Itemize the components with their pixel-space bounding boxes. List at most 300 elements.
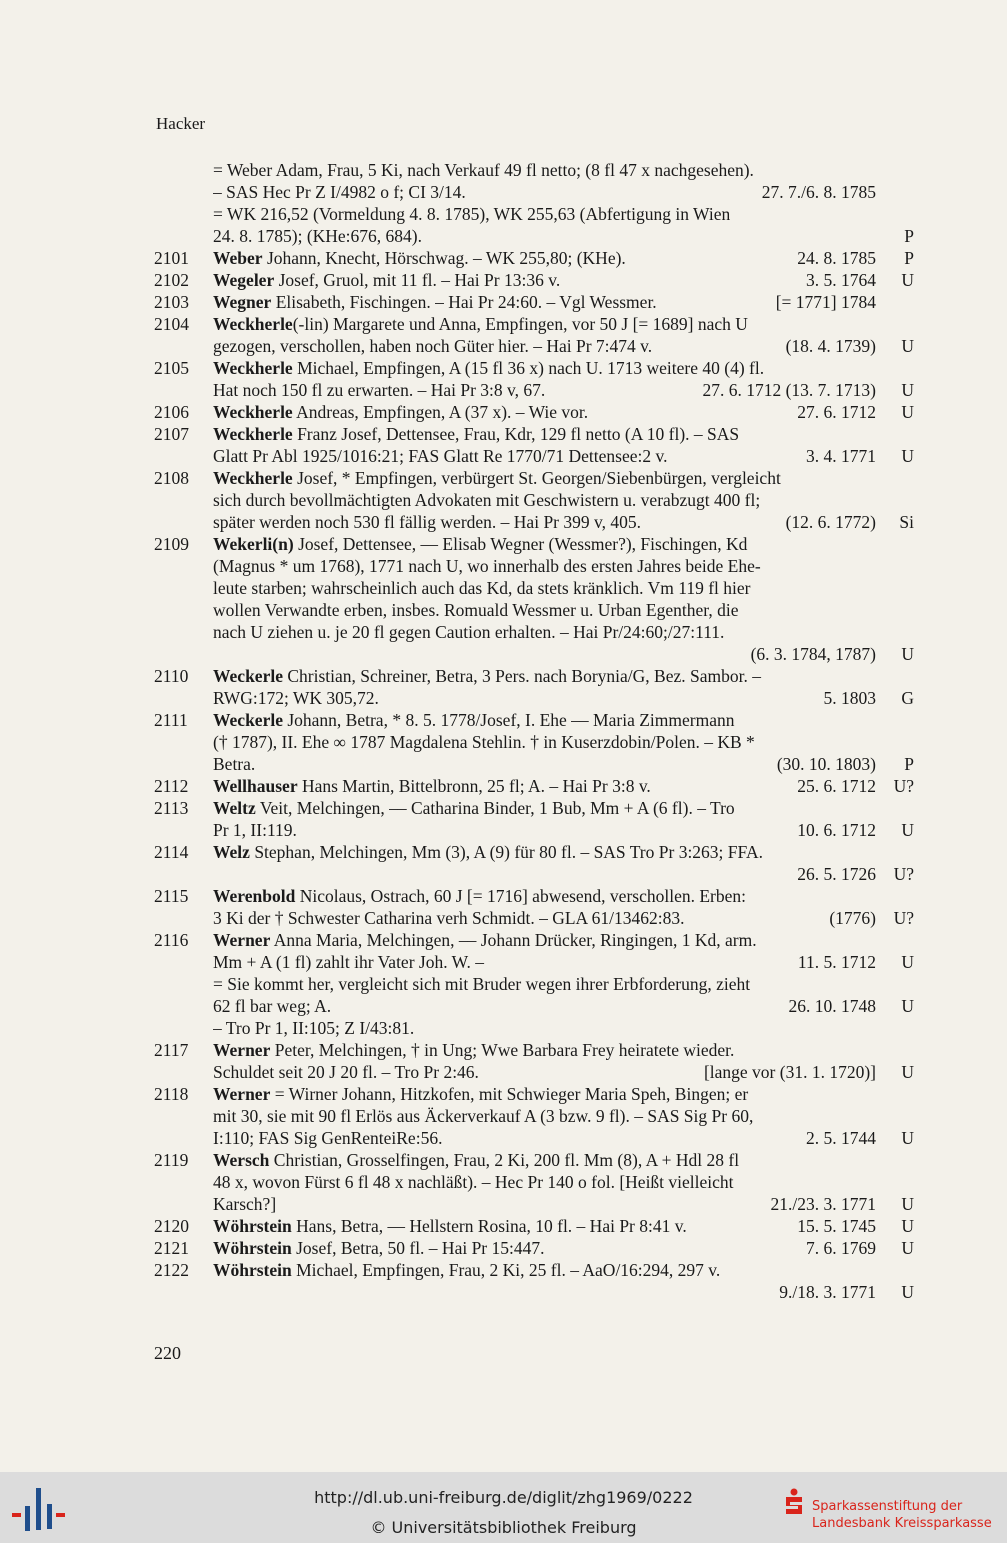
entry-details: I:110; FAS Sig GenRenteiRe:56.	[213, 1128, 443, 1148]
entry-line	[213, 401, 914, 423]
entry-number: 2111	[154, 710, 188, 730]
entry-number: 2105	[154, 358, 189, 378]
entry-surname: Weckherle	[213, 402, 293, 422]
entry-text	[213, 951, 794, 973]
destination-code: U	[901, 1062, 914, 1082]
entry-line	[213, 225, 914, 247]
entry-surname: Weckherle	[213, 468, 293, 488]
entry-text	[213, 489, 872, 511]
entry-details: 3 Ki der † Schwester Catharina verh Schmidt. – GLA 61/13462:83.	[213, 908, 685, 928]
entry-date: (1776)	[829, 908, 876, 928]
entry-line	[213, 489, 914, 511]
entry-text	[213, 929, 872, 951]
entry-text	[213, 1105, 872, 1127]
entry-line	[213, 335, 914, 357]
destination-code	[876, 841, 914, 863]
entry-details: Pr 1, II:119.	[213, 820, 297, 840]
entry-text	[213, 621, 872, 643]
destination-code: P	[904, 754, 914, 774]
entry	[154, 423, 914, 467]
entry-line	[213, 181, 914, 203]
entry-text	[213, 401, 793, 423]
entry-surname: Werenbold	[213, 886, 296, 906]
permalink-url[interactable]: http://dl.ub.uni-freiburg.de/diglit/zhg1969/0222	[314, 1488, 693, 1507]
destination-code: G	[901, 688, 914, 708]
entry-line	[213, 599, 914, 621]
entry-text	[213, 467, 872, 489]
copyright-notice: © Universitätsbibliothek Freiburg	[370, 1518, 637, 1537]
entry-line	[213, 1237, 914, 1259]
entry-date: 27. 6. 1712 (13. 7. 1713)	[702, 380, 876, 400]
entry	[154, 1149, 914, 1215]
entry-text	[213, 687, 820, 709]
entry-line	[213, 313, 914, 335]
entry-line	[213, 1105, 914, 1127]
entry-text	[213, 995, 785, 1017]
entry-text	[213, 1171, 872, 1193]
entry-text	[213, 841, 872, 863]
entry-body	[213, 665, 914, 709]
entry-line	[213, 973, 914, 995]
entry-surname: Weckherle	[213, 314, 293, 334]
entry-details: Josef, Dettensee, –– Elisab Wegner (Wessmer?), Fischingen, Kd	[293, 534, 748, 554]
entry-text	[213, 357, 872, 379]
entry-line	[213, 995, 914, 1017]
entry-surname: Wegner	[213, 292, 272, 312]
entry-details: – Tro Pr 1, II:105; Z I/43:81.	[213, 1018, 415, 1038]
entry-number: 2104	[154, 314, 189, 334]
destination-code	[876, 1083, 914, 1105]
entry-text	[213, 1039, 872, 1061]
entry-details: 62 fl bar weg; A.	[213, 996, 332, 1016]
destination-code	[876, 577, 914, 599]
entry-text	[213, 599, 872, 621]
entry-number: 2108	[154, 468, 189, 488]
destination-code: U	[901, 1238, 914, 1258]
entry-surname: Weckherle	[213, 424, 293, 444]
entry-line	[213, 1149, 914, 1171]
destination-code	[876, 313, 914, 335]
entry-text	[213, 203, 872, 225]
entry-line	[213, 247, 914, 269]
entry-line	[213, 731, 914, 753]
entry-surname: Wekerli(n)	[213, 534, 294, 554]
entry-date: (18. 4. 1739)	[785, 336, 876, 356]
entry-number: 2102	[154, 270, 189, 290]
entry-number: 2103	[154, 292, 189, 312]
entry-date: 3. 4. 1771	[806, 446, 876, 466]
sponsor-logo[interactable]	[782, 1486, 1007, 1532]
entry-body	[213, 247, 914, 269]
entry-line	[213, 665, 914, 687]
entry-number: 2101	[154, 248, 189, 268]
entry-details: RWG:172; WK 305,72.	[213, 688, 379, 708]
entry-line	[213, 1017, 914, 1039]
destination-code	[876, 1017, 914, 1039]
entry-text	[213, 379, 698, 401]
destination-code: U?	[893, 864, 914, 884]
running-head: Hacker	[156, 114, 206, 133]
entry-line	[213, 863, 914, 885]
entry-number: 2106	[154, 402, 189, 422]
entry-date: 27. 7./6. 8. 1785	[761, 182, 876, 202]
entry-details: = WK 216,52 (Vormeldung 4. 8. 1785), WK 255,63 (Abfertigung in Wien	[213, 204, 731, 224]
entry-text	[213, 445, 802, 467]
entry-details: = Weber Adam, Frau, 5 Ki, nach Verkauf 49 fl netto; (8 fl 47 x nachgesehen).	[213, 160, 754, 180]
entry-text	[213, 775, 793, 797]
entry-body	[213, 1259, 914, 1303]
entry-line	[213, 907, 914, 929]
entry-details: Hans Martin, Bittelbronn, 25 fl; A. – Hai Pr 3:8 v.	[297, 776, 651, 796]
entry-date: 9./18. 3. 1771	[779, 1282, 876, 1302]
entry-body	[213, 1083, 914, 1149]
entry-date: 26. 10. 1748	[788, 996, 876, 1016]
entry-text	[213, 731, 872, 753]
entry-line	[213, 687, 914, 709]
entry-body	[213, 533, 914, 665]
entry-date: 21./23. 3. 1771	[770, 1194, 876, 1214]
destination-code	[876, 467, 914, 489]
destination-code	[876, 489, 914, 511]
entry-date: (6. 3. 1784, 1787)	[750, 644, 876, 664]
entry-body	[213, 1149, 914, 1215]
entry-line	[213, 621, 914, 643]
entry-details: Peter, Melchingen, † in Ung; Wwe Barbara Frey heiratete wieder.	[270, 1040, 735, 1060]
entry-text	[213, 269, 802, 291]
entry-surname: Weckherle	[213, 358, 293, 378]
entry-body	[213, 709, 914, 775]
entry-list	[154, 159, 914, 1303]
entry-line	[213, 1061, 914, 1083]
entry-details: Michael, Empfingen, Frau, 2 Ki, 25 fl. – AaO/16:294, 297 v.	[291, 1260, 721, 1280]
entry-body	[213, 797, 914, 841]
entry-body	[213, 1039, 914, 1083]
entry-line	[213, 1127, 914, 1149]
entry	[154, 797, 914, 841]
entry-text	[213, 973, 872, 995]
entry-line	[213, 929, 914, 951]
entry-details: Franz Josef, Dettensee, Frau, Kdr, 129 fl netto (A 10 fl). – SAS	[292, 424, 740, 444]
destination-code	[876, 665, 914, 687]
entry-number	[154, 159, 213, 247]
entry-date: 15. 5. 1745	[797, 1216, 876, 1236]
destination-code	[876, 159, 914, 181]
entry-line	[213, 379, 914, 401]
destination-code: U	[901, 270, 914, 290]
destination-code	[876, 357, 914, 379]
entry-number: 2118	[154, 1084, 189, 1104]
entry-number: 2110	[154, 666, 189, 686]
entry-surname: Welz	[213, 842, 250, 862]
destination-code	[876, 929, 914, 951]
entry-text	[213, 291, 772, 313]
destination-code	[876, 885, 914, 907]
entry-line	[213, 533, 914, 555]
entry-details: Michael, Empfingen, A (15 fl 36 x) nach U. 1713 weitere 40 (4) fl.	[292, 358, 765, 378]
entry-details: Mm + A (1 fl) zahlt ihr Vater Joh. W. –	[213, 952, 485, 972]
entry-date: 2. 5. 1744	[806, 1128, 876, 1148]
entry-line	[213, 819, 914, 841]
entry-date: 27. 6. 1712	[797, 402, 876, 422]
entry-line	[213, 841, 914, 863]
destination-code	[876, 555, 914, 577]
destination-code	[876, 709, 914, 731]
entry-line	[213, 1083, 914, 1105]
entry	[154, 1215, 914, 1237]
entry-details: Hat noch 150 fl zu erwarten. – Hai Pr 3:8 v, 67.	[213, 380, 546, 400]
entry-details: Josef, Gruol, mit 11 fl. – Hai Pr 13:36 v.	[274, 270, 561, 290]
destination-code: P	[904, 248, 914, 268]
entry-number: 2122	[154, 1260, 189, 1280]
viewer-footer	[0, 1472, 1007, 1543]
entry-body	[213, 313, 914, 357]
entry-line	[213, 1281, 914, 1303]
entry-number: 2114	[154, 842, 189, 862]
entry	[154, 709, 914, 775]
entry-date: 3. 5. 1764	[806, 270, 876, 290]
entry-details: = Wirner Johann, Hitzkofen, mit Schwieger Maria Speh, Bingen; er	[270, 1084, 749, 1104]
entry-text	[213, 181, 758, 203]
entry	[154, 467, 914, 533]
entry-line	[213, 577, 914, 599]
entry-details: leute starben; wahrscheinlich auch das Kd, da stets kränklich. Vm 119 fl hier	[213, 578, 751, 598]
destination-code: U	[901, 402, 914, 422]
entry-text	[213, 907, 825, 929]
entry-surname: Werner	[213, 1084, 271, 1104]
destination-code: U	[901, 1128, 914, 1148]
destination-code: U	[901, 1282, 914, 1302]
sponsor-line-2: Landesbank Kreissparkasse	[812, 1516, 992, 1531]
entry-details: 24. 8. 1785); (KHe:676, 684).	[213, 226, 423, 246]
entry	[154, 885, 914, 929]
entry-line	[213, 555, 914, 577]
entry-details: Hans, Betra, –– Hellstern Rosina, 10 fl. – Hai Pr 8:41 v.	[291, 1216, 687, 1236]
entry-surname: Wöhrstein	[213, 1216, 292, 1236]
destination-code	[876, 797, 914, 819]
destination-code	[876, 533, 914, 555]
entry-text	[213, 665, 872, 687]
entry-date: 7. 6. 1769	[806, 1238, 876, 1258]
entry-number: 2109	[154, 534, 189, 554]
entry-details: (-lin) Margarete und Anna, Empfingen, vor 50 J [= 1689] nach U	[292, 314, 748, 334]
entry-details: später werden noch 530 fl fällig werden. – Hai Pr 399 v, 405.	[213, 512, 641, 532]
destination-code	[876, 1105, 914, 1127]
entry-date: [lange vor (31. 1. 1720)]	[703, 1062, 876, 1082]
entry-details: Josef, * Empfingen, verbürgert St. Georgen/Siebenbürgen, vergleicht	[292, 468, 781, 488]
entry-text	[213, 247, 793, 269]
entry-details: Johann, Betra, * 8. 5. 1778/Josef, I. Ehe –– Maria Zimmermann	[282, 710, 735, 730]
destination-code	[876, 291, 914, 313]
entry-details: Glatt Pr Abl 1925/1016:21; FAS Glatt Re 1770/71 Dettensee:2 v.	[213, 446, 668, 466]
entry-text	[213, 511, 782, 533]
destination-code: U	[901, 1216, 914, 1236]
entry-body	[213, 467, 914, 533]
entry-line	[213, 291, 914, 313]
entry	[154, 159, 914, 247]
entry-text	[213, 753, 773, 775]
entry-line	[213, 709, 914, 731]
entry-text	[213, 643, 747, 665]
entry-details: 48 x, wovon Fürst 6 fl 48 x nachläßt). – Hec Pr 140 o fol. [Heißt vielleicht	[213, 1172, 734, 1192]
destination-code	[876, 599, 914, 621]
entry-number: 2115	[154, 886, 189, 906]
entry-text	[213, 797, 872, 819]
destination-code: U?	[893, 776, 914, 796]
entry-text	[213, 577, 872, 599]
entry-details: gezogen, verschollen, haben noch Güter hier. – Hai Pr 7:474 v.	[213, 336, 653, 356]
entry-text	[213, 335, 782, 357]
destination-code	[876, 1171, 914, 1193]
entry	[154, 1039, 914, 1083]
entry-line	[213, 1171, 914, 1193]
destination-code: U?	[893, 908, 914, 928]
entry-line	[213, 445, 914, 467]
entry	[154, 1259, 914, 1303]
destination-code: U	[901, 336, 914, 356]
entry-details: – SAS Hec Pr Z I/4982 o f; CI 3/14.	[213, 182, 466, 202]
entry-text	[213, 1193, 767, 1215]
entry-line	[213, 1215, 914, 1237]
entry-text	[213, 313, 872, 335]
entry	[154, 841, 914, 885]
entry	[154, 313, 914, 357]
entry-surname: Weckerle	[213, 666, 283, 686]
entry-surname: Weltz	[213, 798, 256, 818]
entry-date: 25. 6. 1712	[797, 776, 876, 796]
destination-code: U	[901, 820, 914, 840]
sponsor-name	[812, 1498, 992, 1532]
destination-code	[876, 1149, 914, 1171]
entry-details: Johann, Knecht, Hörschwag. – WK 255,80; (KHe).	[262, 248, 626, 268]
entry-body	[213, 423, 914, 467]
entry-date: 24. 8. 1785	[797, 248, 876, 268]
entry-body	[213, 269, 914, 291]
entry-line	[213, 423, 914, 445]
entry-details: (Magnus * um 1768), 1771 nach U, wo innerhalb des ersten Jahres beide Ehe-	[213, 556, 761, 576]
entry-text	[213, 1259, 872, 1281]
destination-code	[876, 621, 914, 643]
entry	[154, 929, 914, 1039]
entry-text	[213, 1061, 700, 1083]
entry	[154, 247, 914, 269]
entry	[154, 1083, 914, 1149]
destination-code	[876, 203, 914, 225]
entry-date: (30. 10. 1803)	[776, 754, 876, 774]
destination-code: U	[901, 952, 914, 972]
sponsor-line-1: Sparkassenstiftung der	[812, 1499, 963, 1514]
entry-surname: Weckerle	[213, 710, 283, 730]
entry-text	[213, 159, 872, 181]
entry-text	[213, 1017, 872, 1039]
entry-date: 5. 1803	[823, 688, 876, 708]
entry-line	[213, 1193, 914, 1215]
entry-line	[213, 511, 914, 533]
entry-text	[213, 709, 872, 731]
entry-number: 2117	[154, 1040, 189, 1060]
destination-code	[876, 731, 914, 753]
entry-line	[213, 643, 914, 665]
entry-details: sich durch bevollmächtigten Advokaten mit Geschwistern u. verabzugt 400 fl;	[213, 490, 761, 510]
destination-code	[876, 423, 914, 445]
entry	[154, 665, 914, 709]
entry-body	[213, 291, 914, 313]
entry-surname: Werner	[213, 930, 271, 950]
destination-code: U	[901, 996, 914, 1016]
destination-code	[876, 181, 914, 203]
entry-surname: Werner	[213, 1040, 271, 1060]
entry-details: Josef, Betra, 50 fl. – Hai Pr 15:447.	[291, 1238, 545, 1258]
entry-body	[213, 401, 914, 423]
entry-line	[213, 357, 914, 379]
entry-details: Karsch?]	[213, 1194, 277, 1214]
entry-details: Elisabeth, Fischingen. – Hai Pr 24:60. – Vgl Wessmer.	[271, 292, 657, 312]
entry-line	[213, 951, 914, 973]
destination-code: P	[904, 226, 914, 246]
entry-date: [= 1771] 1784	[775, 292, 876, 312]
entry-text	[213, 225, 872, 247]
entry	[154, 269, 914, 291]
entry-details: mit 30, sie mit 90 fl Erlös aus Äckerverkauf A (3 bzw. 9 fl). – SAS Sig Pr 60,	[213, 1106, 754, 1126]
entry	[154, 775, 914, 797]
entry	[154, 401, 914, 423]
entry-body	[213, 929, 914, 1039]
entry-date: (12. 6. 1772)	[785, 512, 876, 532]
entry-date: 10. 6. 1712	[797, 820, 876, 840]
entry-line	[213, 753, 914, 775]
entry-surname: Wersch	[213, 1150, 270, 1170]
destination-code: Si	[899, 512, 914, 532]
entry-text	[213, 555, 872, 577]
entry-line	[213, 775, 914, 797]
entry-text	[213, 1237, 802, 1259]
entry-text	[213, 1149, 872, 1171]
destination-code	[876, 1039, 914, 1061]
entry-line	[213, 797, 914, 819]
entry-details: Nicolaus, Ostrach, 60 J [= 1716] abwesend, verschollen. Erben:	[295, 886, 746, 906]
entry-text	[213, 819, 793, 841]
page-number: 220	[154, 1343, 181, 1363]
entry-details: Veit, Melchingen, –– Catharina Binder, 1 Bub, Mm + A (6 fl). – Tro	[255, 798, 735, 818]
entry-body	[213, 159, 914, 247]
entry-body	[213, 1237, 914, 1259]
entry-body	[213, 357, 914, 401]
entry	[154, 533, 914, 665]
entry-line	[213, 269, 914, 291]
entry-text	[213, 1127, 802, 1149]
entry-line	[213, 885, 914, 907]
entry-text	[213, 1281, 775, 1303]
entry-text	[213, 1083, 872, 1105]
entry-surname: Wöhrstein	[213, 1238, 292, 1258]
entry-number: 2113	[154, 798, 189, 818]
entry	[154, 1237, 914, 1259]
entry-text	[213, 1215, 793, 1237]
entry-details: Schuldet seit 20 J 20 fl. – Tro Pr 2:46.	[213, 1062, 479, 1082]
entry-body	[213, 775, 914, 797]
entry-text	[213, 533, 872, 555]
entry-number: 2116	[154, 930, 189, 950]
entry-details: wollen Verwandte erben, insbes. Romuald Wessmer u. Urban Egenther, die	[213, 600, 739, 620]
entry-details: Anna Maria, Melchingen, –– Johann Drücker, Ringingen, 1 Kd, arm.	[270, 930, 757, 950]
entry-surname: Wellhauser	[213, 776, 298, 796]
entry-number: 2120	[154, 1216, 189, 1236]
entry-details: Christian, Schreiner, Betra, 3 Pers. nach Borynia/G, Bez. Sambor. –	[282, 666, 761, 686]
entry-line	[213, 203, 914, 225]
entry-details: nach U ziehen u. je 20 fl gegen Caution erhalten. – Hai Pr/24:60;/27:111.	[213, 622, 725, 642]
entry-line	[213, 1259, 914, 1281]
entry-details: Stephan, Melchingen, Mm (3), A (9) für 80 fl. – SAS Tro Pr 3:263; FFA.	[249, 842, 763, 862]
entry-text	[213, 863, 793, 885]
